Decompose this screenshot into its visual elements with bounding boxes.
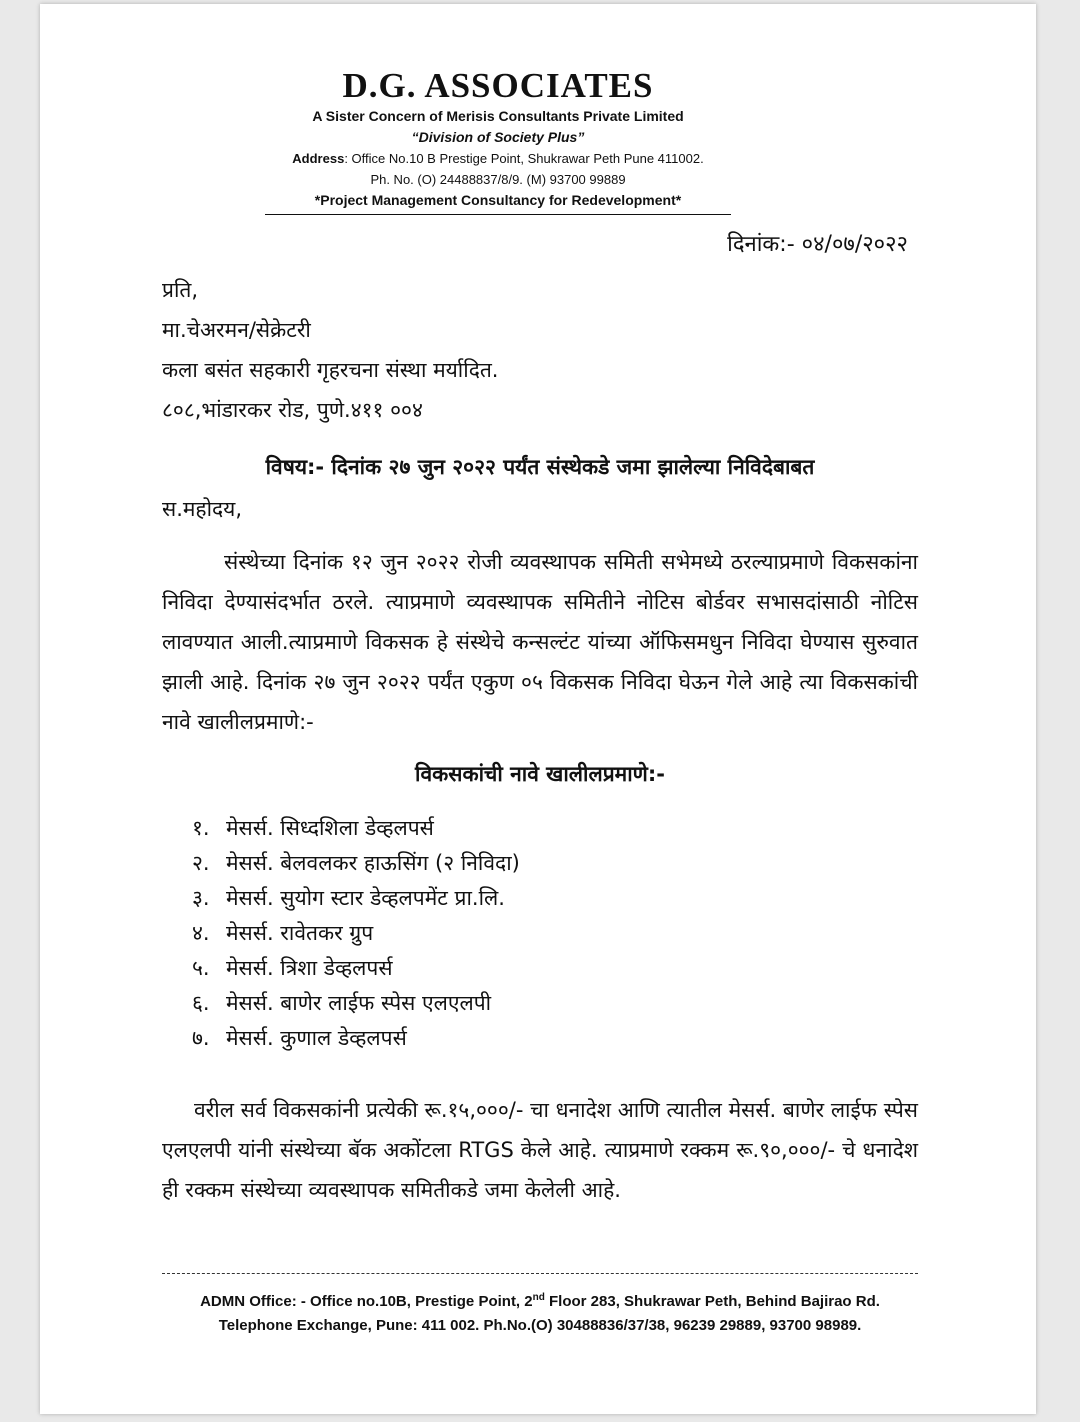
address-label: Address xyxy=(292,151,345,166)
footer-superscript: nd xyxy=(532,1292,545,1303)
paragraph-2-text: वरील सर्व विकसकांनी प्रत्येकी रू.१५,०००/- चा धनादेश आणि त्यातील मेसर्स. बाणेर लाईफ स्पेस एलएलपी यांनी संस्थेच्या बॅक अकोंटला RTGS केले आहे. त्याप्रमाणे रक्कम रू.९०,०००/- चे धनादेश ही रक्कम संस्थेच्या व्यवस्थापक समितीकडे जमा केलेली आहे. xyxy=(162,1098,918,1202)
paragraph-1-text: संस्थेच्या दिनांक १२ जुन २०२२ रोजी व्यवस्थापक समिती सभेमध्ये ठरल्याप्रमाणे विकसकांना निविदा देण्यासंदर्भात ठरले. त्याप्रमाणे व्यवस्थापक समितीने नोटिस बोर्डवर सभासदांसाठी नोटिस लावण्यात आली.त्याप्रमाणे विकसक हे संस्थेचे कन्सल्टंट यांच्या ऑफिसमधुन निविदा घेण्यास सुरुवात झाली आहे. दिनांक २७ जुन २०२२ पर्यंत एकुण ०५ विकसक निविदा घेऊन गेले आहे त्या विकसकांची नावे खालीलप्रमाणे:- xyxy=(162,550,918,734)
letterhead-rule xyxy=(265,214,731,215)
recipient-line-2: मा.चेअरमन/सेक्रेटरी xyxy=(162,318,311,342)
list-item xyxy=(192,916,520,951)
list-item-number: ४. xyxy=(192,921,210,945)
address-line xyxy=(0,148,1036,169)
division: “Division of Society Plus” xyxy=(411,129,585,145)
list-item-number: २. xyxy=(192,851,210,875)
list-item-name: मेसर्स. बाणेर लाईफ स्पेस एलएलपी xyxy=(226,991,492,1015)
sister-concern: A Sister Concern of Merisis Consultants Private Limited xyxy=(312,108,684,124)
list-item-name: मेसर्स. बेलवलकर हाऊसिंग (२ निविदा) xyxy=(226,851,520,875)
recipient-block xyxy=(162,270,499,430)
recipient-line-1: प्रति, xyxy=(162,278,199,302)
letterhead xyxy=(0,66,1036,215)
list-item-name: मेसर्स. सिध्दशिला डेव्हलपर्स xyxy=(226,816,434,840)
list-item xyxy=(192,951,520,986)
list-item xyxy=(192,846,520,881)
list-item-number: ५. xyxy=(192,956,210,980)
address-text: : Office No.10 B Prestige Point, Shukrawar Peth Pune 411002. xyxy=(344,151,704,166)
list-item xyxy=(192,811,520,846)
developer-list xyxy=(192,811,520,1056)
phone-line: Ph. No. (O) 24488837/8/9. (M) 93700 99889 xyxy=(370,172,626,187)
list-item-name: मेसर्स. त्रिशा डेव्हलपर्स xyxy=(226,956,393,980)
paragraph-1 xyxy=(162,542,918,742)
developer-list-title: विकसकांची नावे खालीलप्रमाणे:- xyxy=(415,762,665,786)
list-item-name: मेसर्स. कुणाल डेव्हलपर्स xyxy=(226,1026,407,1050)
footer xyxy=(0,1286,1080,1338)
salutation: स.महोदय, xyxy=(162,497,243,521)
company-name: D.G. ASSOCIATES xyxy=(342,66,654,105)
subject-line: विषय:- दिनांक २७ जुन २०२२ पर्यंत संस्थेकडे जमा झालेल्या निविदेबाबत xyxy=(265,455,815,479)
list-item-name: मेसर्स. रावेतकर ग्रुप xyxy=(226,921,374,945)
recipient-line-4: ८०८,भांडारकर रोड, पुणे.४११ ००४ xyxy=(162,398,423,422)
list-item-number: ७. xyxy=(192,1026,210,1050)
list-item xyxy=(192,1021,520,1056)
list-item-number: ६. xyxy=(192,991,210,1015)
footer-line-2: Telephone Exchange, Pune: 411 002. Ph.No.(O) 30488836/37/38, 96239 29889, 93700 98989. xyxy=(218,1317,862,1334)
letter-date: दिनांक:- ०४/०७/२०२२ xyxy=(727,232,908,257)
list-item-number: ३. xyxy=(192,886,210,910)
paragraph-2 xyxy=(162,1090,918,1210)
list-item-number: १. xyxy=(192,816,210,840)
list-item xyxy=(192,881,520,916)
footer-line-1a: ADMN Office: - Office no.10B, Prestige Point, 2 xyxy=(200,1293,533,1310)
recipient-line-3: कला बसंत सहकारी गृहरचना संस्था मर्यादित. xyxy=(162,358,499,382)
list-item-name: मेसर्स. सुयोग स्टार डेव्हलपमेंट प्रा.लि. xyxy=(226,886,505,910)
tagline: *Project Management Consultancy for Redevelopment* xyxy=(314,192,682,208)
footer-line-1b: Floor 283, Shukrawar Peth, Behind Bajirao Rd. xyxy=(544,1293,880,1310)
footer-line-1 xyxy=(0,1286,1080,1314)
footer-divider xyxy=(162,1273,918,1274)
list-item xyxy=(192,986,520,1021)
